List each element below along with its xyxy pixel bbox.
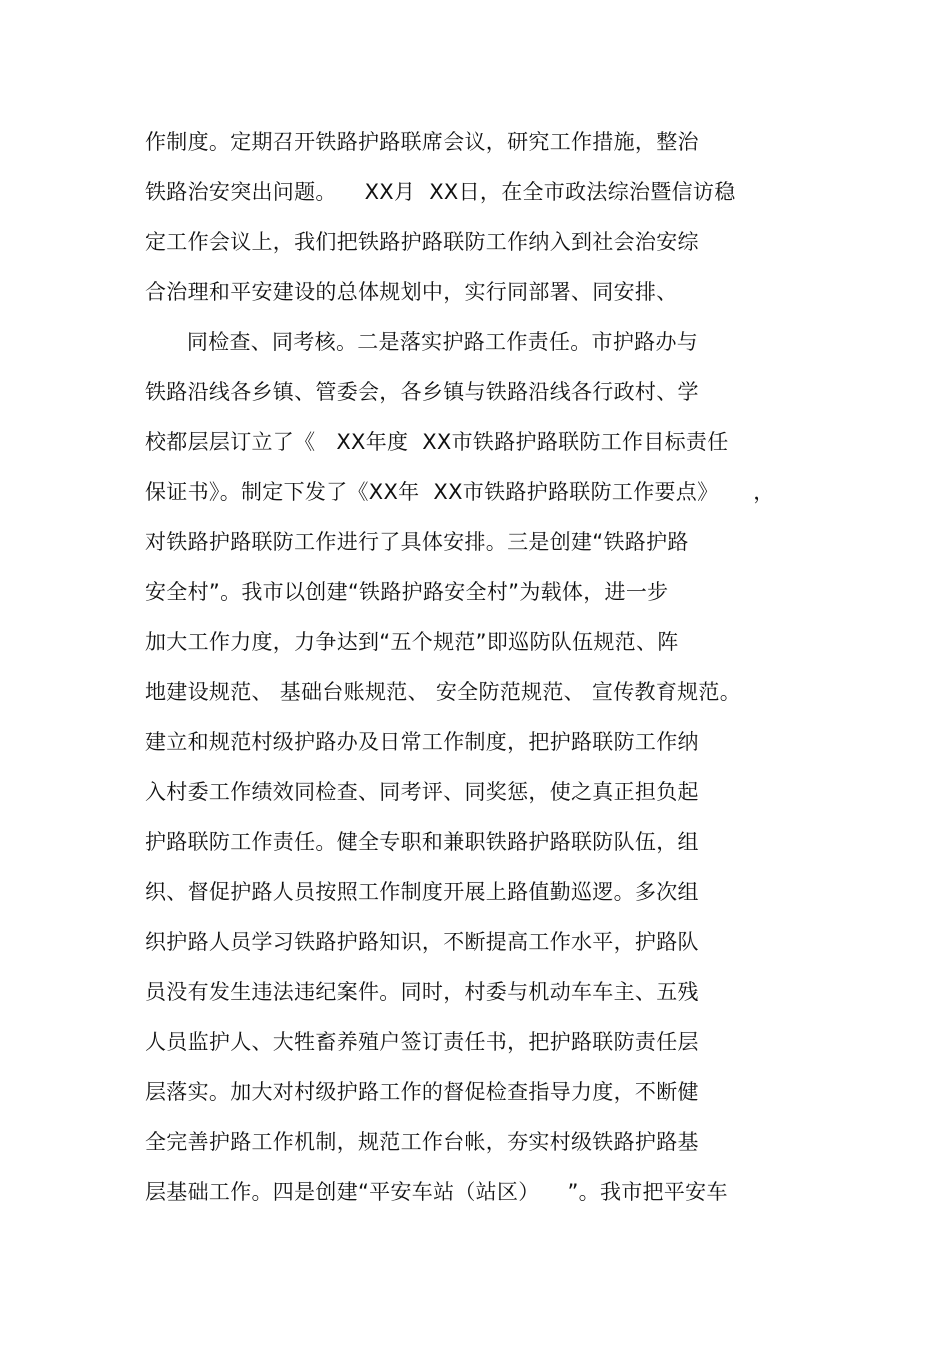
text-line: 层基础工作。四是创建“平安车站（站区） ”。我市把平安车 bbox=[145, 1180, 728, 1204]
text-line: 织护路人员学习铁路护路知识，不断提高工作水平，护路队 bbox=[145, 930, 699, 954]
text-line: 作制度。定期召开铁路护路联席会议，研究工作措施，整治 bbox=[145, 130, 699, 154]
text-line: 建立和规范村级护路办及日常工作制度，把护路联防工作纳 bbox=[145, 730, 699, 754]
text-line: 同检查、同考核。二是落实护路工作责任。市护路办与 bbox=[145, 330, 699, 354]
text-line: 层落实。加大对村级护路工作的督促检查指导力度，不断健 bbox=[145, 1080, 699, 1104]
text-line: 入村委工作绩效同检查、同考评、同奖惩，使之真正担负起 bbox=[145, 780, 699, 804]
text-line: 安全村”。我市以创建“铁路护路安全村”为载体，进一步 bbox=[145, 580, 669, 604]
text-line: 织、督促护路人员按照工作制度开展上路值勤巡逻。多次组 bbox=[145, 880, 699, 904]
text-line: 加大工作力度，力争达到“五个规范”即巡防队伍规范、阵 bbox=[145, 630, 679, 654]
text-line: 人员监护人、大牲畜养殖户签订责任书，把护路联防责任层 bbox=[145, 1030, 699, 1054]
text-line: 全完善护路工作机制，规范工作台帐，夯实村级铁路护路基 bbox=[145, 1130, 699, 1154]
text-line: 铁路治安突出问题。 XX月 XX日，在全市政法综治暨信访稳 bbox=[145, 180, 736, 204]
text-line: 保证书》。制定下发了《XX年 XX市铁路护路联防工作要点》 ， bbox=[145, 480, 775, 504]
text-line: 对铁路护路联防工作进行了具体安排。三是创建“铁路护路 bbox=[145, 530, 689, 554]
text-line: 铁路沿线各乡镇、管委会，各乡镇与铁路沿线各行政村、学 bbox=[145, 380, 699, 404]
text-line: 校都层层订立了《 XX年度 XX市铁路护路联防工作目标责任 bbox=[145, 430, 729, 454]
text-line: 合治理和平安建设的总体规划中，实行同部署、同安排、 bbox=[145, 280, 678, 304]
text-line: 护路联防工作责任。健全专职和兼职铁路护路联防队伍，组 bbox=[145, 830, 699, 854]
text-line: 地建设规范、 基础台账规范、 安全防范规范、 宣传教育规范。 bbox=[145, 680, 742, 704]
text-line: 定工作会议上，我们把铁路护路联防工作纳入到社会治安综 bbox=[145, 230, 699, 254]
text-line: 员没有发生违法违纪案件。同时，村委与机动车车主、五残 bbox=[145, 980, 699, 1004]
